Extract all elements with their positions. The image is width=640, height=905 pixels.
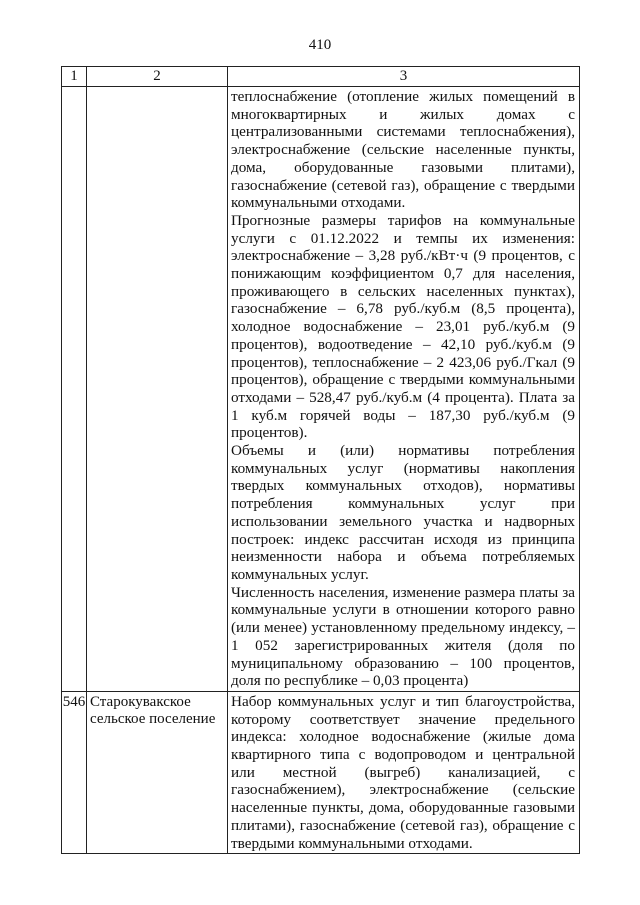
paragraph: Объемы и (или) нормативы потребления коммунальных услуг (нормативы накопления твердых коммунальных отходов), нормативы потребления коммунальных услуг при использовании земельного участка и надворных построек: индекс рассчитан исходя из принципа неизменности набора и объема потребляемых коммунальных услуг. <box>231 442 575 583</box>
tariff-table <box>61 66 580 854</box>
paragraph: Численность населения, изменение размера платы за коммунальные услуги в отношении которого равно (или менее) установленному предельному индексу, – 1 052 зарегистрированных жителя (доля по муниципальному образованию – 100 процентов, доля по республике – 0,03 процента) <box>231 583 575 690</box>
page-number: 410 <box>308 37 332 53</box>
column-header-1: 1 <box>62 67 87 87</box>
column-header-3: 3 <box>228 67 580 87</box>
row-description <box>228 691 580 853</box>
row-number <box>62 87 87 692</box>
row-number: 546 <box>62 691 87 853</box>
table-row-continued <box>62 87 580 692</box>
column-header-2: 2 <box>87 67 228 87</box>
paragraph: теплоснабжение (отопление жилых помещений в многоквартирных и жилых домах с централизованными системами теплоснабжения), электроснабжение (сельские населенные пункты, дома, оборудованные газовыми плитами), газоснабжение (сетевой газ), обращение с твердыми коммунальными отходами. <box>231 88 575 212</box>
paragraph: Набор коммунальных услуг и тип благоустройства, которому соответствует значение предельного индекса: холодное водоснабжение (жилые дома квартирного типа с водопроводом и центральной или местной (выгреб) канализацией, с газоснабжением), электроснабжение (сельские населенные пункты, дома, оборудованные газовыми плитами), газоснабжение (сетевой газ), обращение с твердыми коммунальными отходами. <box>231 692 575 852</box>
table-row-546 <box>62 691 580 853</box>
table-header-row <box>62 67 580 87</box>
paragraph: Прогнозные размеры тарифов на коммунальные услуги с 01.12.2022 и темпы их изменения: электроснабжение – 3,28 руб./кВт·ч (9 процентов, с понижающим коэффициентом 0,7 для населения, проживающего в сельских населенных пунктах), газоснабжение – 6,78 руб./куб.м (8,5 процента), холодное водоснабжение – 23,01 руб./куб.м (9 процентов), водоотведение – 42,10 руб./куб.м (9 процентов), теплоснабжение – 2 423,06 руб./Гкал (9 процентов), обращение с твердыми коммунальными отходами – 528,47 руб./куб.м (4 процента). Плата за 1 куб.м горячей воды – 187,30 руб./куб.м (9 процентов). <box>231 211 575 442</box>
settlement-name: Старокувакское сельское поселение <box>87 691 228 853</box>
settlement-name <box>87 87 228 692</box>
row-description <box>228 87 580 692</box>
